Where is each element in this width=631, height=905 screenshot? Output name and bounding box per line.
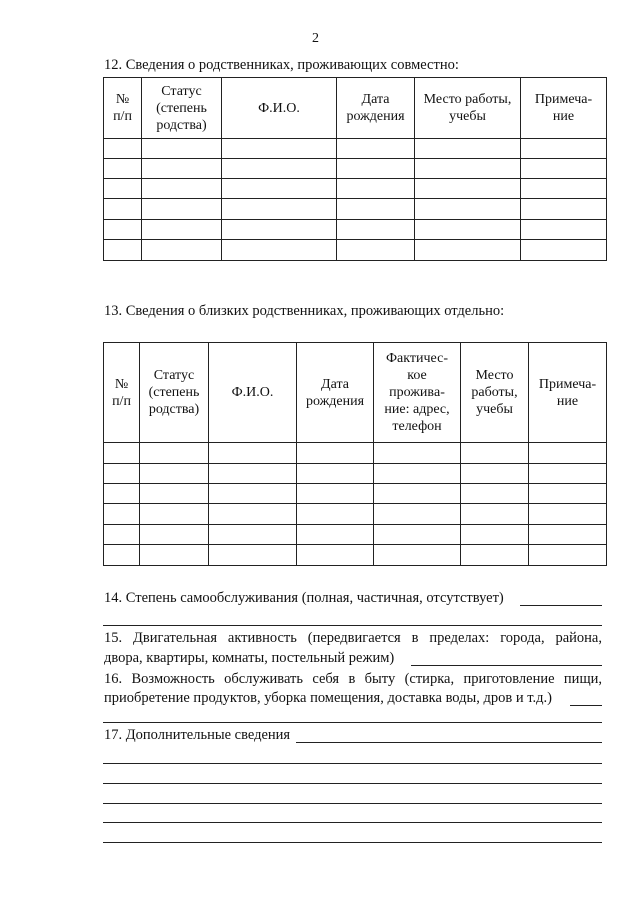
header-birth-date: Дата рождения bbox=[337, 78, 415, 139]
header-birth-date: Дата рождения bbox=[297, 343, 374, 443]
table-header-row bbox=[104, 78, 607, 139]
header-fio: Ф.И.О. bbox=[209, 343, 297, 443]
table-row[interactable] bbox=[104, 159, 607, 179]
section-16-line-1: 16. Возможность обслуживать себя в быту (стирка, приготовление пищи, bbox=[104, 671, 602, 687]
table-row[interactable] bbox=[104, 504, 607, 525]
header-status: Статус (степень родства) bbox=[142, 78, 222, 139]
page-number: 2 bbox=[312, 31, 319, 46]
table-row[interactable] bbox=[104, 240, 607, 261]
header-work-study: Место работы, учебы bbox=[415, 78, 521, 139]
self-care-continuation-line[interactable] bbox=[103, 625, 602, 626]
header-number: № п/п bbox=[104, 343, 140, 443]
header-fio: Ф.И.О. bbox=[222, 78, 337, 139]
table-row[interactable] bbox=[104, 464, 607, 484]
household-answer-line[interactable] bbox=[570, 705, 602, 706]
table-row[interactable] bbox=[104, 545, 607, 566]
additional-info-line-6[interactable] bbox=[103, 842, 602, 843]
self-care-answer-line[interactable] bbox=[520, 605, 602, 606]
table-row[interactable] bbox=[104, 484, 607, 504]
table-row[interactable] bbox=[104, 199, 607, 220]
section-15-line-1: 15. Двигательная активность (передвигается в пределах: города, района, bbox=[104, 630, 602, 646]
table-row[interactable] bbox=[104, 220, 607, 240]
section-14-label: 14. Степень самообслуживания (полная, частичная, отсутствует) bbox=[104, 590, 504, 606]
additional-info-line-4[interactable] bbox=[103, 803, 602, 804]
additional-info-line-2[interactable] bbox=[103, 763, 602, 764]
header-notes: Примеча- ние bbox=[521, 78, 607, 139]
section-15-line-2: двора, квартиры, комнаты, постельный режим) bbox=[104, 650, 395, 666]
header-number: № п/п bbox=[104, 78, 142, 139]
cohabiting-relatives-table bbox=[103, 77, 607, 261]
separate-relatives-table bbox=[103, 342, 607, 566]
header-status: Статус (степень родства) bbox=[140, 343, 209, 443]
additional-info-line-5[interactable] bbox=[103, 822, 602, 823]
table-row[interactable] bbox=[104, 443, 607, 464]
header-notes: Примеча- ние bbox=[529, 343, 607, 443]
section-12-title: 12. Сведения о родственниках, проживающих совместно: bbox=[104, 57, 459, 73]
table-row[interactable] bbox=[104, 525, 607, 545]
motor-activity-answer-line[interactable] bbox=[411, 665, 602, 666]
table-row[interactable] bbox=[104, 179, 607, 199]
section-16-line-2: приобретение продуктов, уборка помещения, доставка воды, дров и т.д.) bbox=[104, 690, 552, 706]
section-13-title: 13. Сведения о близких родственниках, проживающих отдельно: bbox=[104, 303, 505, 319]
section-17-label: 17. Дополнительные сведения bbox=[104, 727, 291, 743]
table-row[interactable] bbox=[104, 139, 607, 159]
household-continuation-line[interactable] bbox=[103, 722, 602, 723]
header-work-study: Место работы, учебы bbox=[461, 343, 529, 443]
additional-info-line-3[interactable] bbox=[103, 783, 602, 784]
additional-info-line-1[interactable] bbox=[296, 742, 602, 743]
header-actual-residence: Фактичес- кое проживa- ние: адрес, телефон bbox=[374, 343, 461, 443]
table-header-row bbox=[104, 343, 607, 443]
